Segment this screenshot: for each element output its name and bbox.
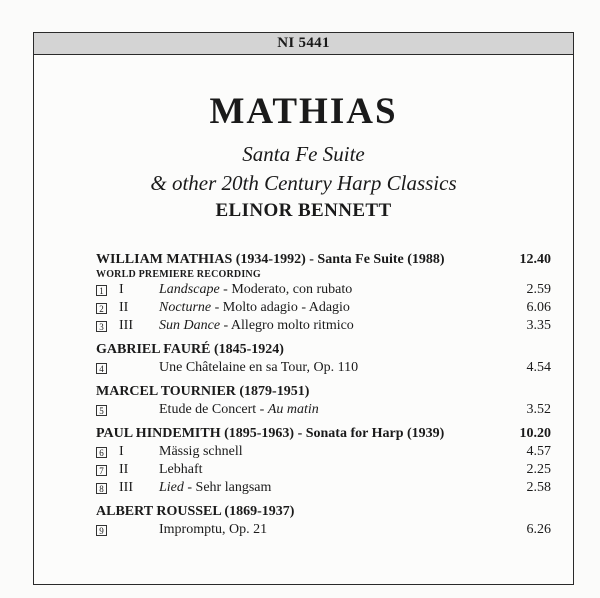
composer-heading — [96, 425, 551, 443]
track-description — [159, 299, 491, 317]
album-subtitle-line2: & other 20th Century Harp Classics — [150, 171, 457, 195]
track-number-box: 4 — [96, 363, 107, 374]
track-number-box: 6 — [96, 447, 107, 458]
album-subtitle-line1: Santa Fe Suite — [242, 142, 365, 166]
track-text: Mässig schnell — [159, 444, 243, 459]
track-duration: 4.57 — [526, 444, 551, 459]
track-row — [96, 461, 551, 479]
track-text: - Moderato, con rubato — [219, 282, 353, 297]
work-total-duration: 10.20 — [519, 426, 551, 441]
track-text: Une Châtelaine en sa Tour, Op. 110 — [159, 360, 359, 375]
composer-heading — [96, 251, 551, 269]
composer-heading-text: PAUL HINDEMITH (1895-1963) - Sonata for Harp (1939) — [96, 426, 445, 441]
track-number-box: 9 — [96, 525, 107, 536]
composer-section — [96, 503, 551, 539]
work-total-duration: 12.40 — [519, 252, 551, 267]
composer-heading — [96, 341, 551, 359]
movement-numeral: III — [119, 318, 133, 333]
track-duration: 4.54 — [526, 360, 551, 375]
track-number-box: 7 — [96, 465, 107, 476]
movement-numeral: II — [119, 300, 129, 315]
track-italic-subtitle: Au matin — [267, 402, 319, 417]
movement-title: Sun Dance — [159, 318, 221, 333]
movement-title: Landscape — [159, 282, 220, 297]
composer-section — [96, 251, 551, 335]
track-duration: 2.25 — [526, 462, 551, 477]
track-description — [159, 359, 491, 377]
track-number-box: 2 — [96, 303, 107, 314]
track-row — [96, 443, 551, 461]
composer-section — [96, 383, 551, 419]
catalog-number: NI 5441 — [277, 35, 330, 51]
composer-section — [96, 341, 551, 377]
track-number-box: 1 — [96, 285, 107, 296]
track-row — [96, 359, 551, 377]
track-list — [96, 251, 551, 545]
track-description — [159, 317, 491, 335]
movement-numeral: III — [119, 480, 133, 495]
artist-name: ELINOR BENNETT — [215, 200, 392, 221]
track-number-box: 5 — [96, 405, 107, 416]
track-description — [159, 401, 491, 419]
movement-title: Lied — [159, 480, 184, 495]
track-row — [96, 317, 551, 335]
track-number-box: 8 — [96, 483, 107, 494]
track-duration: 2.58 — [526, 480, 551, 495]
track-text: Impromptu, Op. 21 — [159, 522, 268, 537]
track-row — [96, 401, 551, 419]
movement-numeral: II — [119, 462, 129, 477]
track-text: - Sehr langsam — [183, 480, 272, 495]
track-row — [96, 521, 551, 539]
track-duration: 2.59 — [526, 282, 551, 297]
composer-heading-text: MARCEL TOURNIER (1879-1951) — [96, 384, 310, 399]
movement-numeral: I — [119, 444, 124, 459]
movement-title: Nocturne — [159, 300, 212, 315]
track-description — [159, 443, 491, 461]
track-number-box: 3 — [96, 321, 107, 332]
premiere-note: WORLD PREMIERE RECORDING — [96, 269, 261, 280]
track-row — [96, 281, 551, 299]
track-text: Lebhaft — [159, 462, 203, 477]
composer-heading-text: ALBERT ROUSSEL (1869-1937) — [96, 504, 295, 519]
catalog-number-bar — [34, 33, 573, 55]
track-description — [159, 479, 491, 497]
track-text: - Molto adagio - Adagio — [211, 300, 350, 315]
composer-heading-text: WILLIAM MATHIAS (1934-1992) - Santa Fe Suite (1988) — [96, 252, 445, 267]
composer-heading — [96, 503, 551, 521]
composer-heading-text: GABRIEL FAURÉ (1845-1924) — [96, 342, 284, 357]
track-text: Etude de Concert - — [159, 402, 268, 417]
composer-section — [96, 425, 551, 497]
track-text: - Allegro molto ritmico — [220, 318, 354, 333]
track-row — [96, 299, 551, 317]
track-row — [96, 479, 551, 497]
track-description — [159, 521, 491, 539]
album-title: MATHIAS — [209, 91, 398, 132]
booklet-frame — [33, 32, 574, 585]
track-duration: 6.06 — [526, 300, 551, 315]
track-description — [159, 461, 491, 479]
track-duration: 6.26 — [526, 522, 551, 537]
movement-numeral: I — [119, 282, 124, 297]
track-duration: 3.52 — [526, 402, 551, 417]
composer-heading — [96, 383, 551, 401]
track-description — [159, 281, 491, 299]
track-duration: 3.35 — [526, 318, 551, 333]
